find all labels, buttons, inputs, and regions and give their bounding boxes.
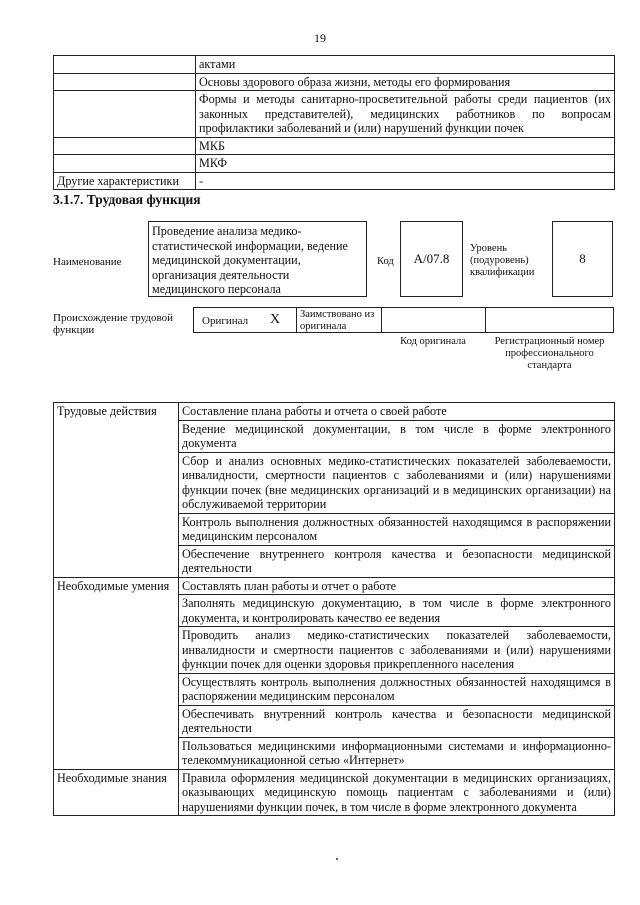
- top-table-row: [54, 137, 615, 155]
- original-code-caption: Код оригинала: [400, 336, 466, 347]
- group-item: Составление плана работы и отчета о своей работе: [179, 403, 615, 421]
- group-item: Заполнять медицинскую документацию, в том числе в форме электронного документа, и контролировать качество ее ведения: [179, 595, 615, 627]
- page-number: 19: [314, 31, 326, 45]
- function-name-value: Проведение анализа медико-статистической информации, ведение медицинской документации, организация деятельности медицинского персонала: [152, 224, 348, 296]
- table-row: [54, 769, 615, 816]
- code-box: [400, 221, 463, 297]
- top-table-label: [54, 137, 196, 155]
- group-label: Трудовые действия: [54, 403, 179, 578]
- group-label: Необходимые умения: [54, 577, 179, 769]
- top-table-value: МКФ: [196, 155, 615, 173]
- top-table-label: [54, 155, 196, 173]
- group-item: Ведение медицинской документации, в том числе в форме электронного документа: [179, 420, 615, 452]
- top-table-row: [54, 56, 615, 74]
- table-row: [54, 577, 615, 595]
- code-label: Код: [377, 256, 394, 267]
- top-table-row: [54, 91, 615, 138]
- stray-dot: [336, 858, 338, 860]
- top-table-label: [54, 56, 196, 74]
- group-item: Проводить анализ медико-статистических показателей заболеваемости, инвалидности и смертности пациентов с заболеваниями и (или) нарушениями функции почек для оценки здоровья прикрепленного населения: [179, 627, 615, 674]
- borrowed-label: Заимствовано из оригинала: [300, 309, 375, 332]
- name-label: Наименование: [53, 256, 122, 268]
- group-item: Правила оформления медицинской документации в медицинских организациях, оказывающих медицинскую помощь пациентам с заболеваниями и (или) нарушениями функции почек, в том числе в форме электронного документа: [179, 769, 615, 816]
- labor-function-table: [53, 402, 615, 816]
- original-code-cell: [381, 308, 486, 332]
- code-value: А/07.8: [413, 251, 450, 266]
- reg-number-caption: Регистрационный номер профессионального стандарта: [494, 336, 605, 371]
- original-mark: X: [270, 312, 281, 327]
- reg-number-cell: [485, 308, 614, 332]
- top-table-label: Другие характеристики: [54, 172, 196, 190]
- level-label: Уровень (подуровень) квалификации: [470, 243, 535, 278]
- top-table-value: актами: [196, 56, 615, 74]
- top-table-row: [54, 172, 615, 190]
- top-table-value: Основы здорового образа жизни, методы его формирования: [196, 73, 615, 91]
- section-heading: 3.1.7. Трудовая функция: [53, 192, 201, 207]
- top-table-label: [54, 73, 196, 91]
- table-row: [54, 403, 615, 421]
- group-item: Сбор и анализ основных медико-статистических показателей заболеваемости, инвалидности, смертности пациентов с заболеваниями и (или) нарушениями функции почек (вне медицинских организаций и в медицинских организации) на обслуживаемой территории: [179, 452, 615, 513]
- top-table-value: Формы и методы санитарно-просветительной работы среди пациентов (их законных представителей), медицинских работников по вопросам профилактики заболеваний и (или) нарушений функции почек: [196, 91, 615, 138]
- group-item: Осуществлять контроль выполнения должностных обязанностей находящимся в распоряжении медицинским персоналом: [179, 673, 615, 705]
- borrowed-cell: [296, 308, 381, 332]
- group-item: Контроль выполнения должностных обязанностей находящимся в распоряжении медицинским персоналом: [179, 513, 615, 545]
- original-label: Оригинал: [202, 315, 249, 327]
- group-item: Обеспечение внутреннего контроля качества и безопасности медицинской деятельности: [179, 545, 615, 577]
- origin-row: [193, 307, 614, 333]
- level-value: 8: [579, 251, 586, 266]
- level-box: [552, 221, 613, 297]
- function-name-box: [148, 221, 367, 297]
- top-continuation-table: [53, 55, 615, 190]
- top-table-value: -: [196, 172, 615, 190]
- origin-label: Происхождение трудовой функции: [53, 312, 174, 336]
- top-table-row: [54, 155, 615, 173]
- top-table-label: [54, 91, 196, 138]
- group-item: Составлять план работы и отчет о работе: [179, 577, 615, 595]
- top-table-value: МКБ: [196, 137, 615, 155]
- group-label: Необходимые знания: [54, 769, 179, 816]
- top-table-row: [54, 73, 615, 91]
- group-item: Обеспечивать внутренний контроль качества и безопасности медицинской деятельности: [179, 705, 615, 737]
- group-item: Пользоваться медицинскими информационными системами и информационно-телекоммуникационной сетью «Интернет»: [179, 737, 615, 769]
